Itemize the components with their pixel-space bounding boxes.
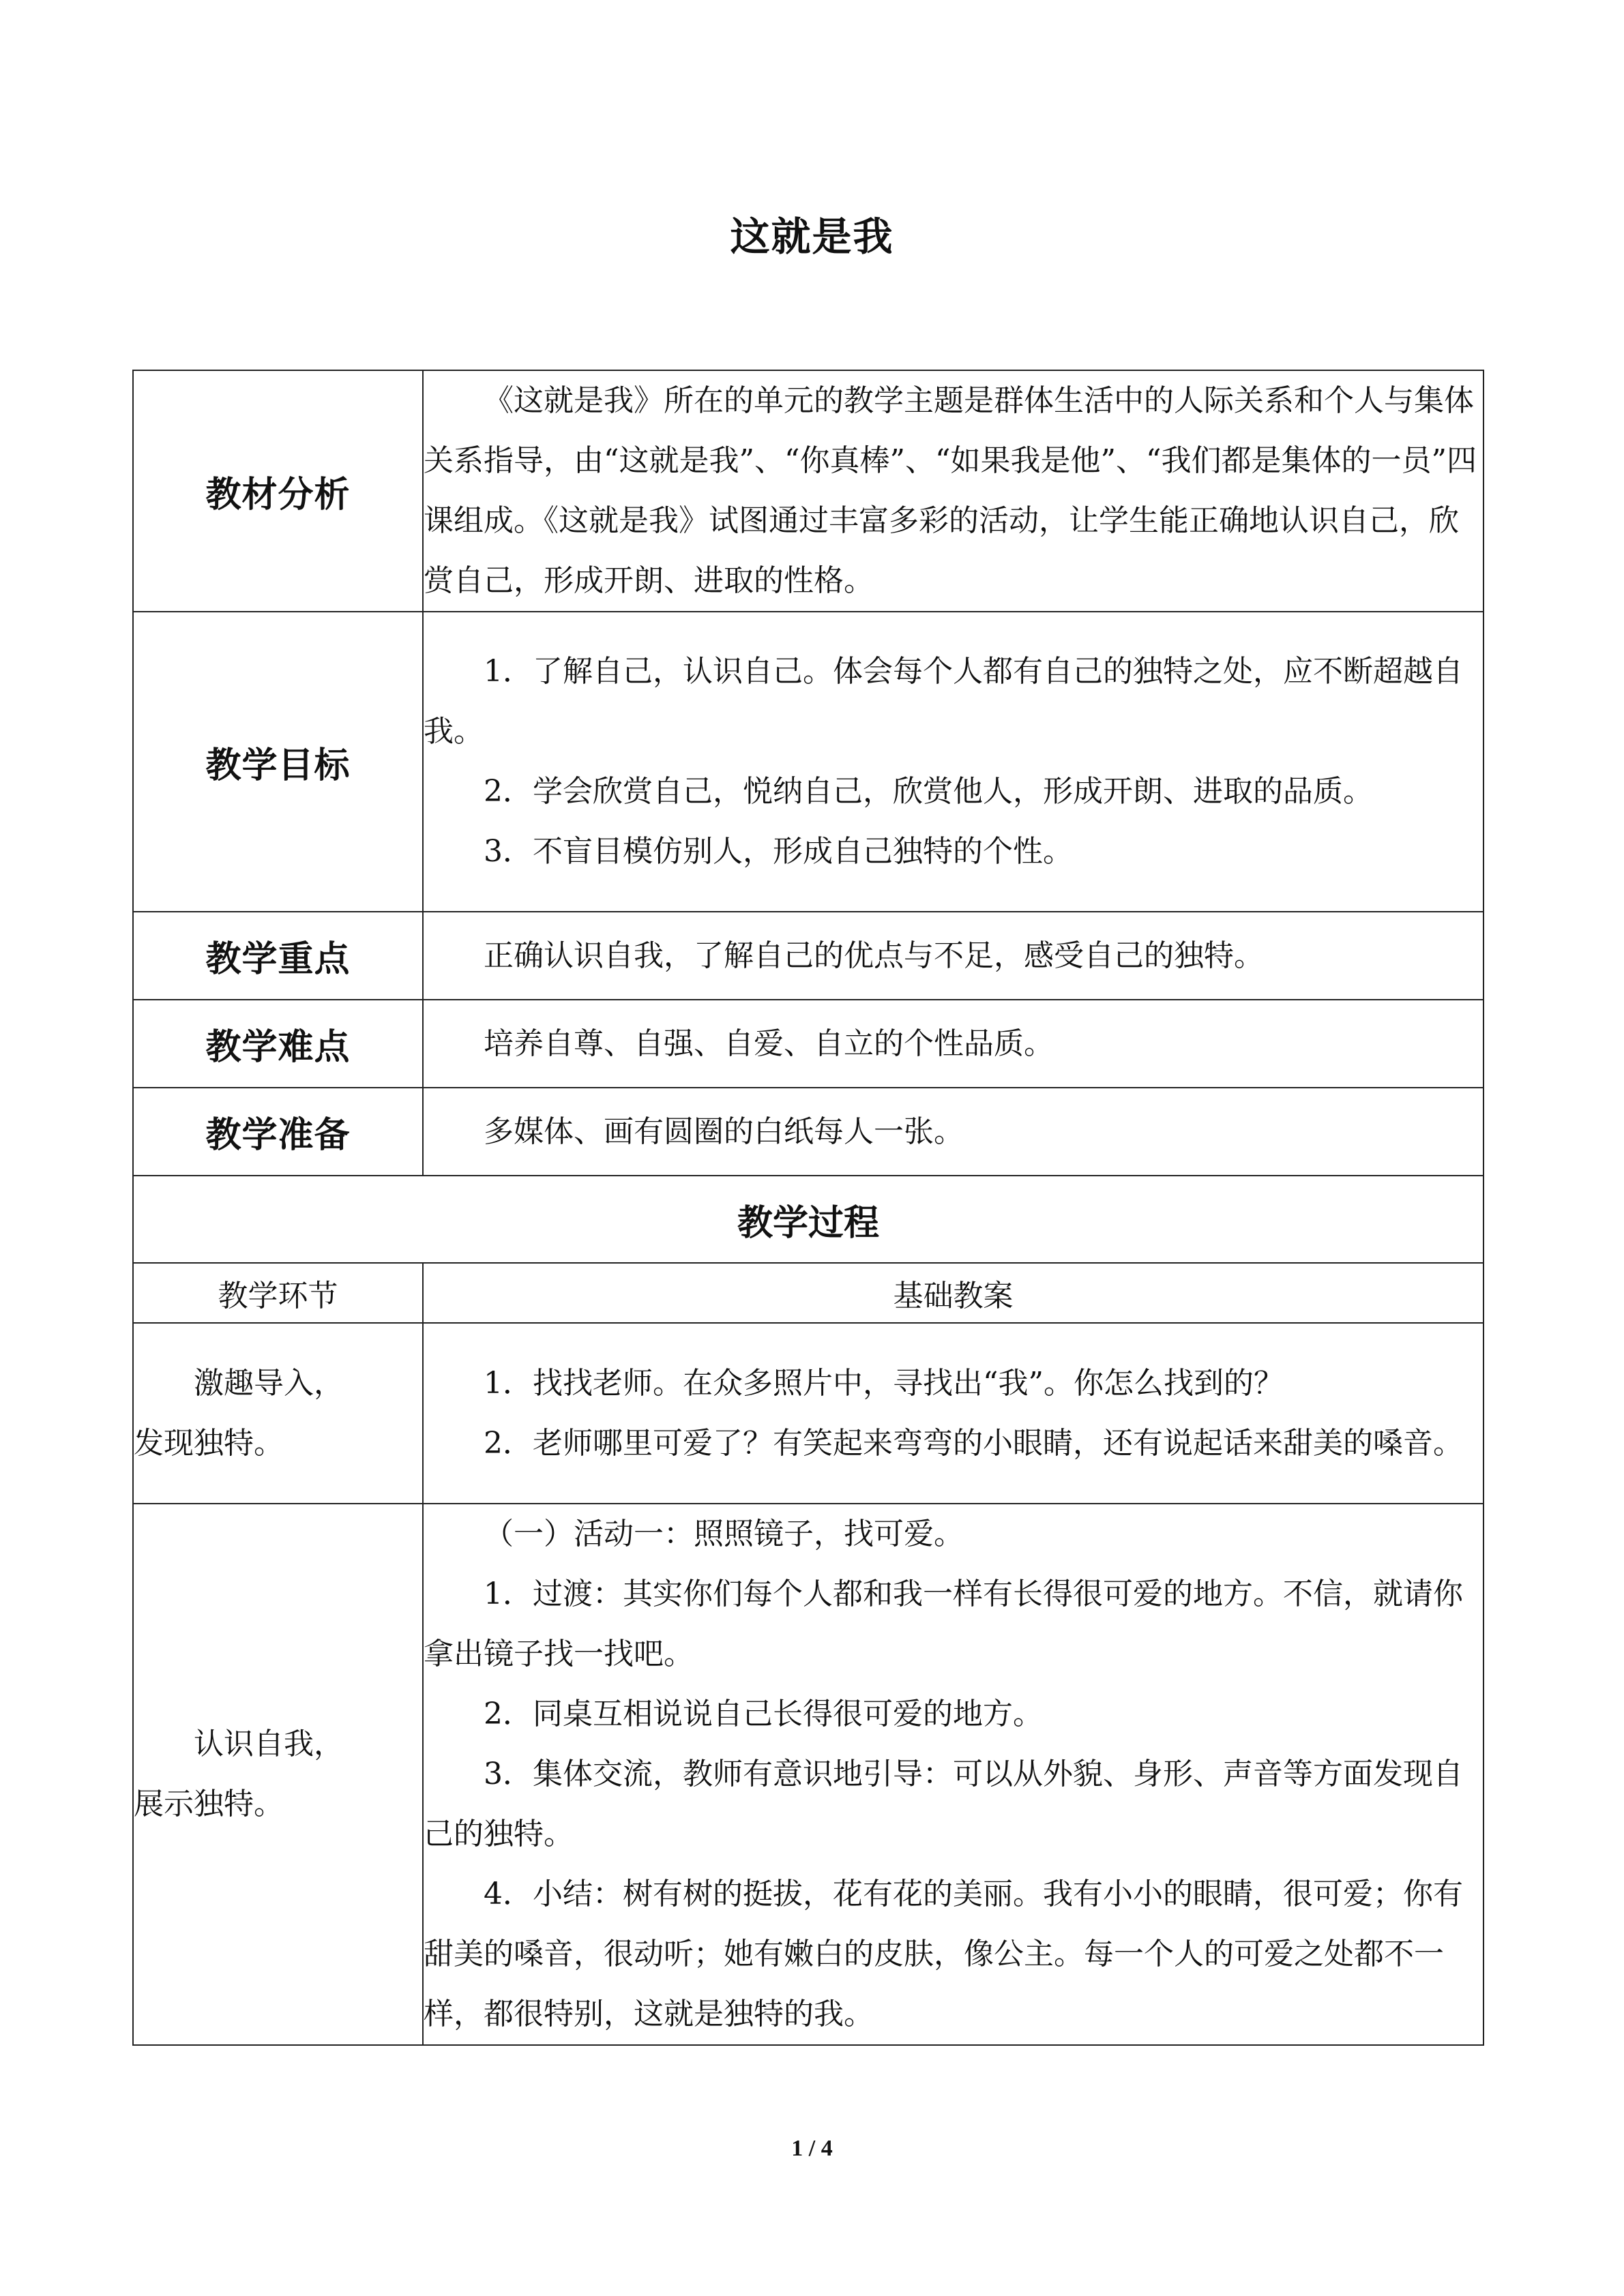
paragraph: 1．找找老师。在众多照片中，寻找出“我”。你怎么找到的？: [484, 1365, 1284, 1401]
row-teaching-goals: [133, 612, 1483, 912]
paragraph: 1．了解自己，认识自己。体会每个人都有自己的独特之处，应不断超越自我。: [424, 654, 1463, 749]
row-key-points: [133, 912, 1483, 1000]
row-textbook-analysis: [133, 370, 1483, 612]
paragraph: 多媒体、画有圆圈的白纸每人一张。: [484, 1114, 964, 1149]
row-process-heading: [133, 1176, 1483, 1263]
stage-content: [423, 1504, 1483, 2045]
paragraph: 2．老师哪里可爱了？有笑起来弯弯的小眼睛，还有说起话来甜美的嗓音。: [484, 1425, 1463, 1461]
row-stage-self: [133, 1504, 1483, 2045]
page-number: 1 / 4: [791, 2136, 833, 2161]
stage-line: 激趣导入，: [194, 1365, 344, 1401]
content-difficulties: [423, 1000, 1483, 1088]
stage-line: 发现独特。: [134, 1425, 284, 1461]
stage-content: [423, 1323, 1483, 1504]
row-column-headers: [133, 1263, 1483, 1323]
label-textbook-analysis: 教材分析: [133, 370, 423, 612]
label-teaching-goals: 教学目标: [133, 612, 423, 912]
paragraph: 培养自尊、自强、自爱、自立的个性品质。: [484, 1026, 1054, 1061]
stage-name: [133, 1504, 423, 2045]
lesson-plan-table: [132, 370, 1484, 2046]
paragraph: 3．不盲目模仿别人，形成自己独特的个性。: [484, 834, 1073, 869]
stage-line: 认识自我，: [194, 1727, 344, 1761]
paragraph: 2．学会欣赏自己，悦纳自己，欣赏他人，形成开朗、进取的品质。: [484, 774, 1373, 809]
paragraph: 2．同桌互相说说自己长得很可爱的地方。: [484, 1697, 1043, 1731]
stage-name: [133, 1323, 423, 1504]
paragraph: 1．过渡：其实你们每个人都和我一样有长得很可爱的地方。不信，就请你拿出镜子找一找吧。: [424, 1577, 1463, 1671]
row-preparation: [133, 1088, 1483, 1176]
stage-line: 展示独特。: [134, 1787, 284, 1821]
paragraph: 3．集体交流，教师有意识地引导：可以从外貌、身形、声音等方面发现自己的独特。: [424, 1757, 1463, 1851]
document-title: 这就是我: [730, 213, 894, 260]
paragraph: 《这就是我》所在的单元的教学主题是群体生活中的人际关系和个人与集体关系指导，由“这就是我”、“你真棒”、“如果我是他”、“我们都是集体的一员”四课组成。《这就是我》试图通过丰富多彩的活动，让学生能正确地认识自己，欣赏自己，形成开朗、进取的性格。: [424, 383, 1477, 598]
section-heading-process: 教学过程: [133, 1176, 1483, 1263]
column-header-plan: 基础教案: [423, 1263, 1483, 1323]
row-stage-intro: [133, 1323, 1483, 1504]
content-key-points: [423, 912, 1483, 1000]
column-header-stage: 教学环节: [133, 1263, 423, 1323]
paragraph: 正确认识自我，了解自己的优点与不足，感受自己的独特。: [484, 938, 1264, 973]
label-difficulties: 教学难点: [133, 1000, 423, 1088]
paragraph: （一）活动一：照照镜子，找可爱。: [484, 1517, 964, 1551]
label-key-points: 教学重点: [133, 912, 423, 1000]
content-textbook-analysis: [423, 370, 1483, 612]
content-preparation: [423, 1088, 1483, 1176]
label-preparation: 教学准备: [133, 1088, 423, 1176]
row-difficulties: [133, 1000, 1483, 1088]
content-teaching-goals: [423, 612, 1483, 912]
paragraph: 4．小结：树有树的挺拔，花有花的美丽。我有小小的眼睛，很可爱；你有甜美的嗓音，很动听；她有嫩白的皮肤，像公主。每一个人的可爱之处都不一样，都很特别，这就是独特的我。: [424, 1877, 1463, 2031]
